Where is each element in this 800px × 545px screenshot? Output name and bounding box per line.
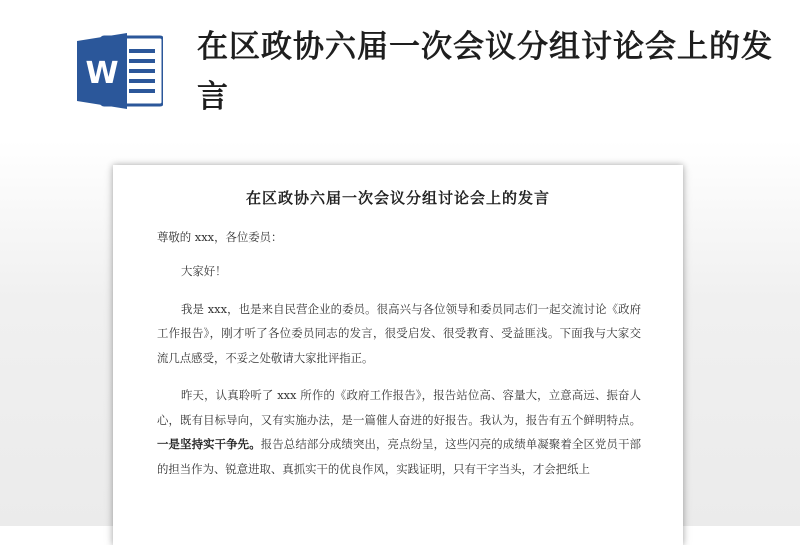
document-page <box>113 165 683 545</box>
word-document-icon <box>77 31 163 111</box>
document-heading: 在区政协六届一次会议分组讨论会上的发言 <box>245 189 550 207</box>
page-title: 在区政协六届一次会议分组讨论会上的发言 <box>197 29 773 115</box>
paragraph-1: 我是 xxx，也是来自民营企业的委员。很高兴与各位领导和委员同志们一起交流讨论《政府工作报告》，刚才听了各位委员同志的发言，很受启发、很受教育、受益匪浅。下面我与大家交流几点感受，不妥之处敬请大家批评指正。 <box>157 301 641 365</box>
paragraph-2-lead: 昨天，认真聆听了 xxx 所作的《政府工作报告》，报告站位高、容量大，立意高远、振奋人心，既有目标导向，又有实施办法，是一篇催人奋进的好报告。我认为，报告有五个鲜明特点。 <box>157 388 641 427</box>
paragraph-2 <box>157 383 641 481</box>
salutation: 尊敬的 xxx，各位委员： <box>157 230 283 244</box>
header-banner <box>0 0 800 140</box>
document-body <box>157 227 641 481</box>
paragraph-2-rest: 报告总结部分成绩突出，亮点纷呈，这些闪亮的成绩单凝聚着全区党员干部的担当作为、锐意进取、真抓实干的优良作风，实践证明，只有干字当头，才会把纸上 <box>157 437 641 476</box>
word-icon-letter: W <box>85 56 119 91</box>
paragraph-2-bold: 一是坚持实干争先。 <box>157 437 261 451</box>
greeting: 大家好！ <box>181 264 227 278</box>
